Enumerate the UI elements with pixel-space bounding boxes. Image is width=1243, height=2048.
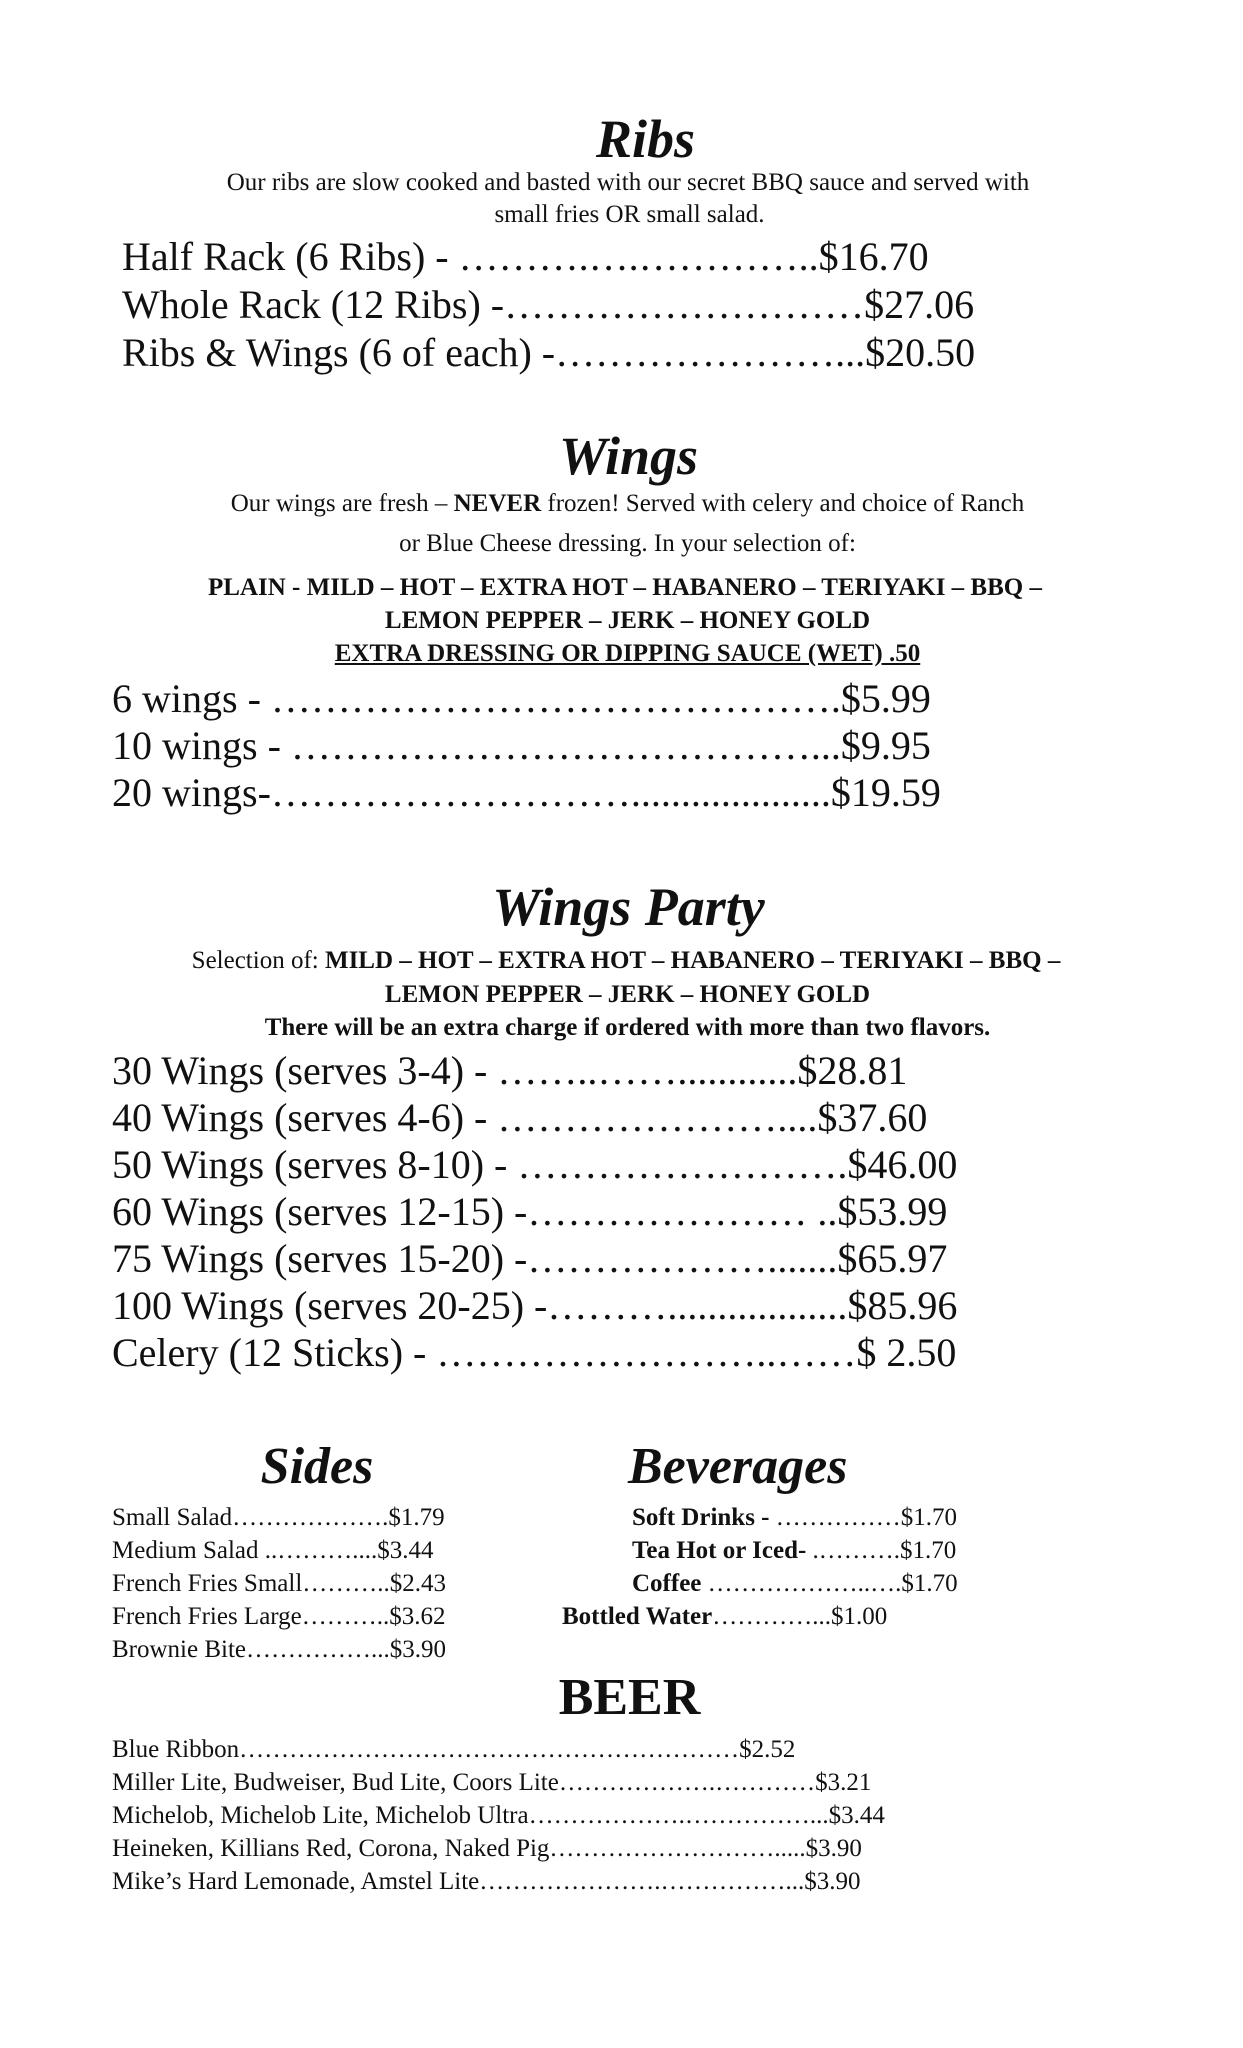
sides-item: French Fries Large………..$3.62 bbox=[112, 1603, 446, 1630]
beverages-title: Beverages bbox=[628, 1438, 848, 1495]
beer-item: Mike’s Hard Lemonade, Amstel Lite………………….……………...$3.90 bbox=[112, 1868, 861, 1895]
wings-title: Wings bbox=[558, 426, 699, 486]
beverage-name: Soft Drinks - bbox=[632, 1504, 770, 1531]
wings-party-item: 75 Wings (serves 15-20) -……………….......$65.97 bbox=[112, 1236, 948, 1281]
wings-item: 10 wings - …………………………………...$9.95 bbox=[112, 723, 931, 768]
wings-party-item: Celery (12 Sticks) - ……………………..……$ 2.50 bbox=[112, 1330, 957, 1375]
beer-item: Blue Ribbon……………………………………………………$2.52 bbox=[112, 1736, 796, 1763]
beer-item: Heineken, Killians Red, Corona, Naked Pig……………………….....$3.90 bbox=[112, 1835, 862, 1862]
beverage-item bbox=[632, 1534, 956, 1567]
ribs-description-line2: small fries OR small salad. bbox=[494, 201, 765, 228]
wings-party-item: 100 Wings (serves 20-25) -………..................$85.96 bbox=[112, 1283, 958, 1328]
ribs-item: Whole Rack (12 Ribs) -………………………$27.06 bbox=[122, 282, 975, 327]
beverage-name: Coffee bbox=[632, 1570, 702, 1597]
beverage-price: …………...$1.00 bbox=[712, 1603, 888, 1630]
wings-party-item: 30 Wings (serves 3-4) - ……..……............$28.81 bbox=[112, 1048, 908, 1093]
wings-desc-emphasis: NEVER bbox=[453, 490, 542, 517]
sides-title: Sides bbox=[260, 1438, 374, 1495]
wings-party-item: 60 Wings (serves 12-15) -………………… ..$53.99 bbox=[112, 1189, 948, 1234]
wings-description-line1 bbox=[0, 488, 1243, 520]
ribs-description-line1: Our ribs are slow cooked and basted with our secret BBQ sauce and served with bbox=[226, 169, 1030, 196]
wings-item: 20 wings-………………………....................$19.59 bbox=[112, 770, 941, 815]
wings-desc-text: Our wings are fresh – bbox=[230, 490, 454, 517]
beverage-item bbox=[632, 1501, 957, 1534]
wings-party-flavors: MILD – HOT – EXTRA HOT – HABANERO – TERIYAKI – BBQ – bbox=[324, 947, 1061, 974]
wings-party-item: 40 Wings (serves 4-6) - …………………....$37.60 bbox=[112, 1095, 928, 1140]
sides-item: Brownie Bite……………...$3.90 bbox=[112, 1636, 447, 1663]
wings-party-flavors-line2: LEMON PEPPER – JERK – HONEY GOLD bbox=[384, 981, 871, 1008]
wings-desc-text: frozen! Served with celery and choice of Ranch bbox=[541, 490, 1025, 517]
beverage-name: Bottled Water bbox=[562, 1603, 713, 1630]
sides-item: Small Salad……………….$1.79 bbox=[112, 1504, 445, 1531]
beer-item: Michelob, Michelob Lite, Michelob Ultra……………….……………...$3.44 bbox=[112, 1802, 885, 1829]
wings-extra-sauce-note: EXTRA DRESSING OR DIPPING SAUCE (WET) .50 bbox=[334, 640, 921, 667]
wings-party-item: 50 Wings (serves 8-10) - …………………….$46.00 bbox=[112, 1142, 958, 1187]
beverage-price: ……………$1.70 bbox=[769, 1504, 958, 1531]
wings-item: 6 wings - …………………………………….$5.99 bbox=[112, 676, 931, 721]
wings-party-title: Wings Party bbox=[492, 877, 765, 937]
beer-title: BEER bbox=[558, 1669, 701, 1726]
wings-flavors-line1: PLAIN - MILD – HOT – EXTRA HOT – HABANERO – TERIYAKI – BBQ – bbox=[208, 574, 1042, 601]
wings-flavors-line2: LEMON PEPPER – JERK – HONEY GOLD bbox=[384, 607, 871, 634]
ribs-item: Ribs & Wings (6 of each) -…………………...$20.50 bbox=[122, 330, 976, 375]
beverage-item bbox=[562, 1600, 887, 1633]
beverage-price: ………………..….$1.70 bbox=[701, 1570, 958, 1597]
wings-party-extra-charge-note: There will be an extra charge if ordered with more than two flavors. bbox=[264, 1014, 991, 1041]
wings-party-flavors-line1 bbox=[0, 945, 1243, 977]
wings-party-selection-label: Selection of: bbox=[191, 947, 325, 974]
sides-item: French Fries Small………..$2.43 bbox=[112, 1570, 447, 1597]
beverage-name: Tea Hot or Iced- bbox=[632, 1537, 807, 1564]
beer-item: Miller Lite, Budweiser, Bud Lite, Coors Lite……………….…………$3.21 bbox=[112, 1769, 872, 1796]
sides-item: Medium Salad ..………....$3.44 bbox=[112, 1537, 434, 1564]
ribs-item: Half Rack (6 Ribs) - ……….….…………..$16.70 bbox=[122, 234, 929, 279]
ribs-title: Ribs bbox=[595, 109, 696, 169]
wings-description-line2: or Blue Cheese dressing. In your selection of: bbox=[399, 530, 856, 557]
beverage-item bbox=[632, 1567, 958, 1600]
beverage-price: .……….$1.70 bbox=[806, 1537, 957, 1564]
